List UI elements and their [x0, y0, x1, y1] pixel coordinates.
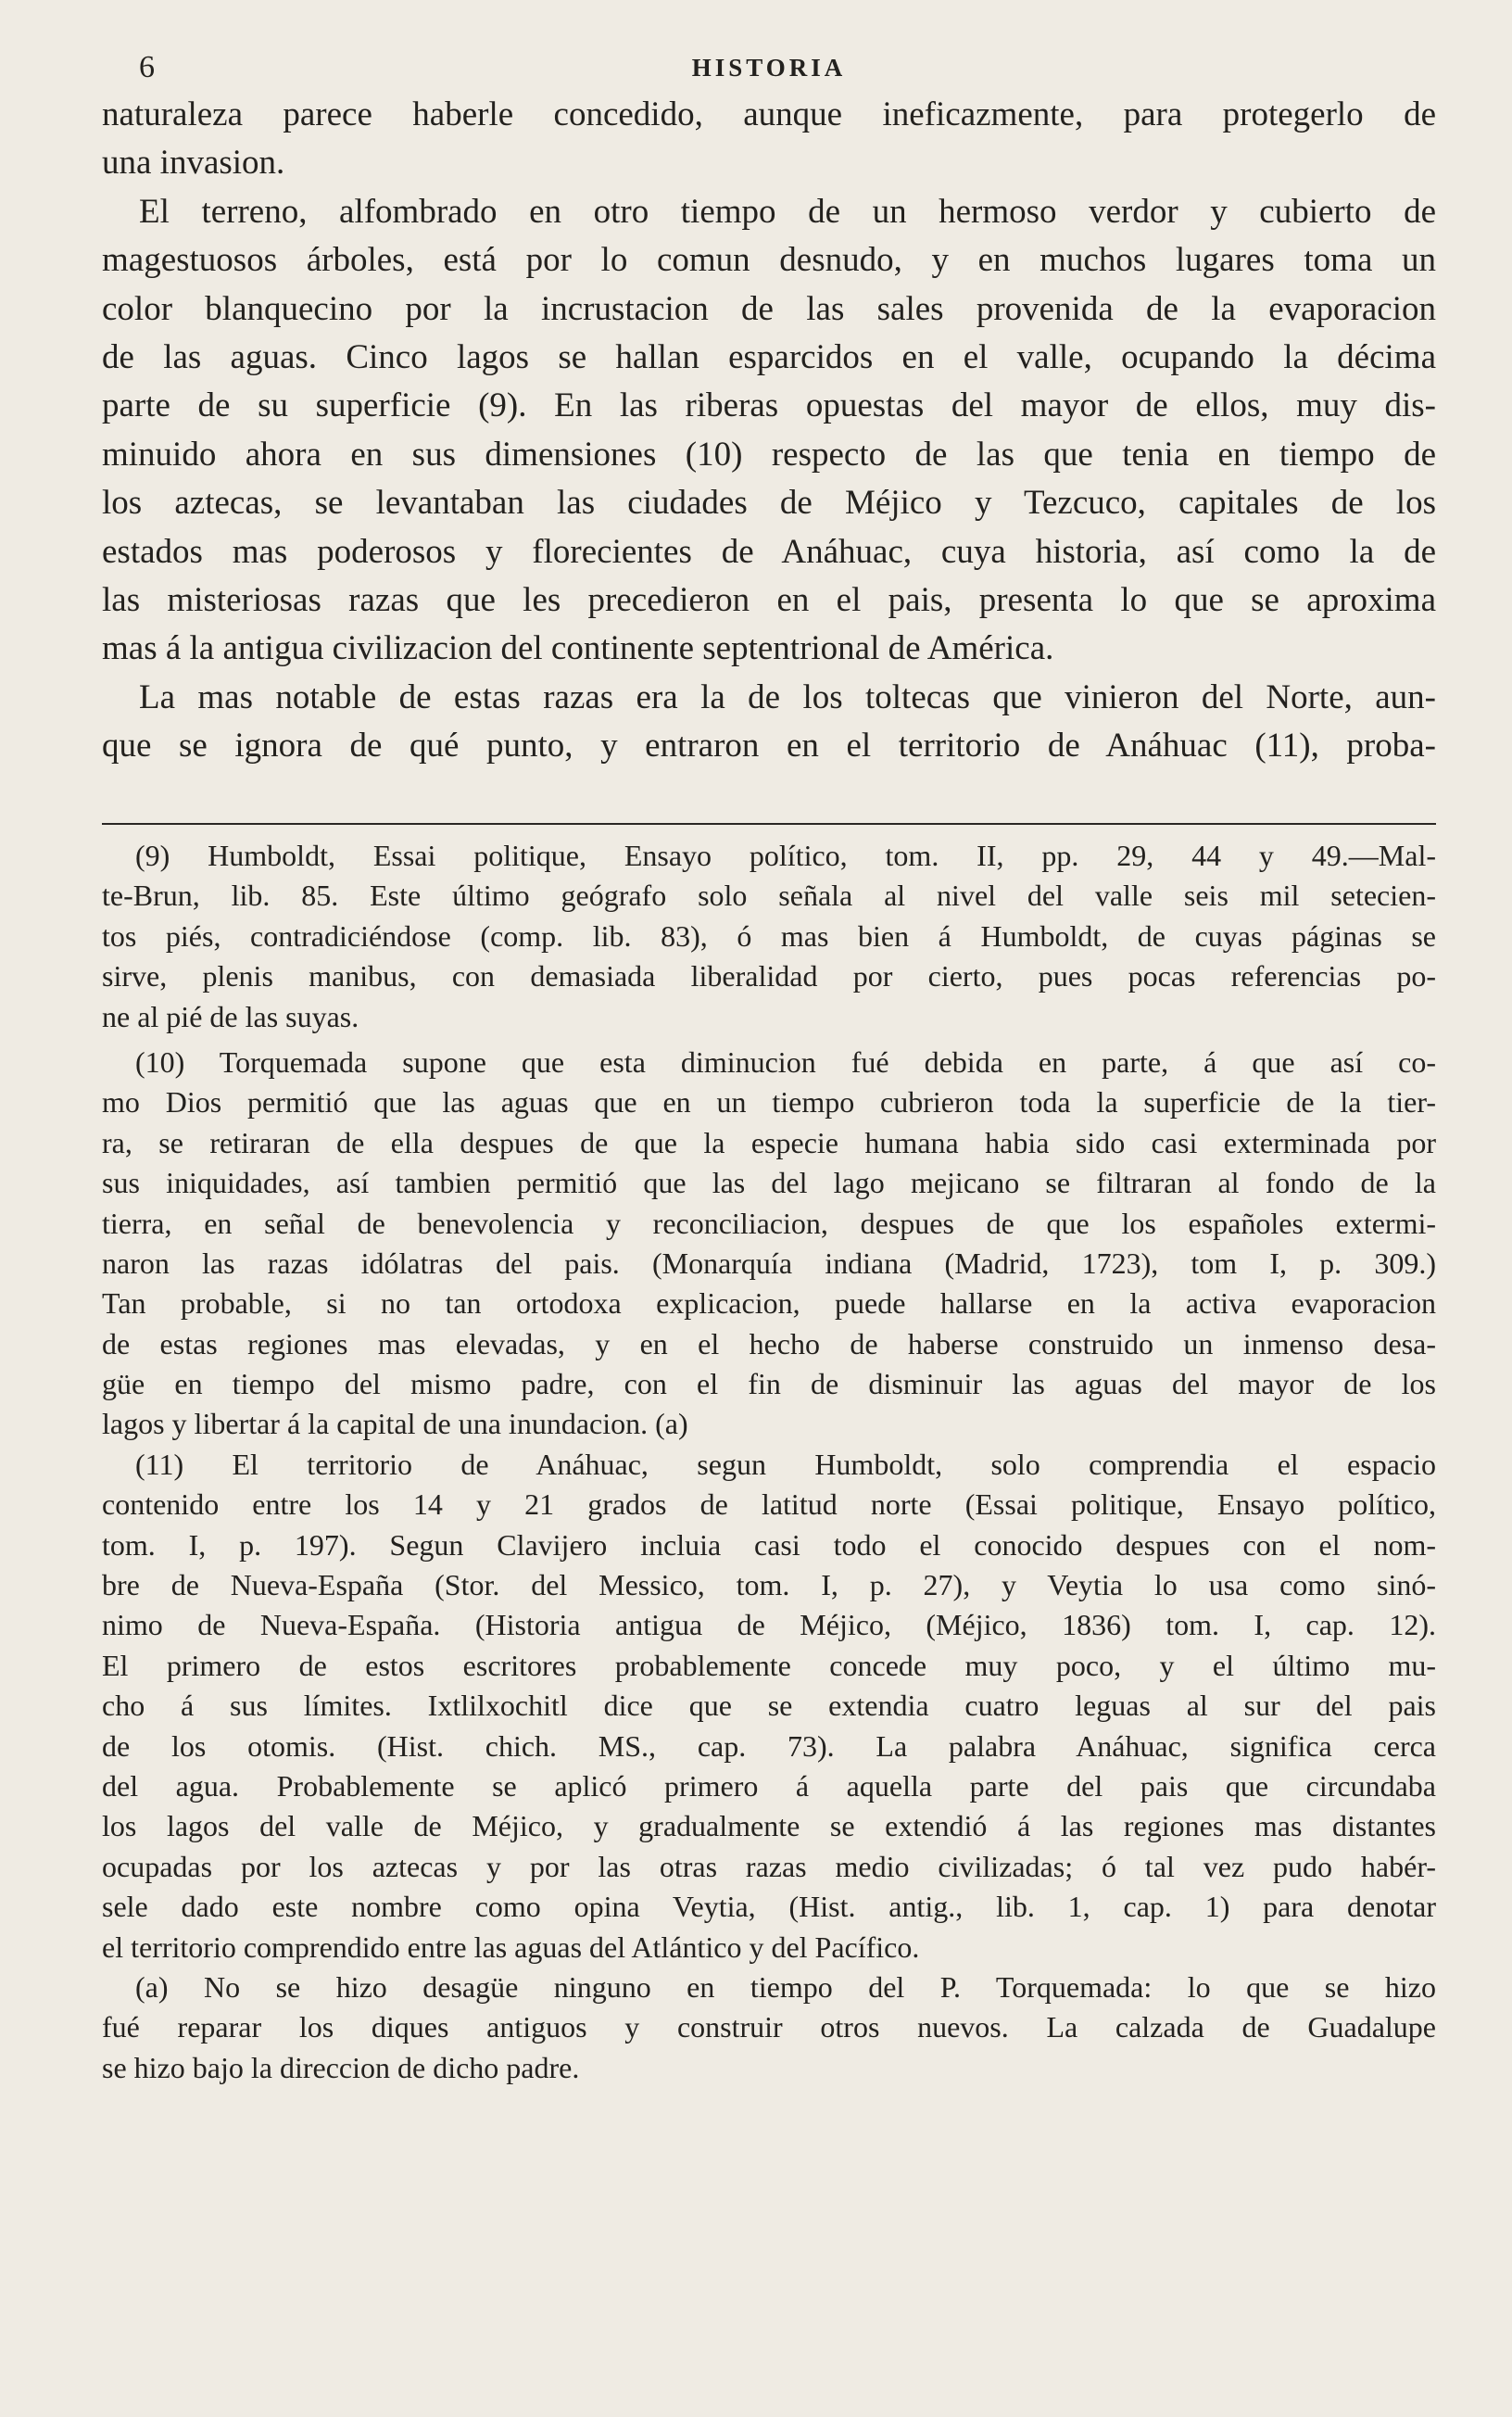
footnote-line: nimo de Nueva-España. (Historia antigua de Méjico, (Méjico, 1836) tom. I, cap. 12). — [102, 1608, 1436, 1642]
footnote-line: ra, se retiraran de ella despues de que la especie humana habia sido casi exterminada por — [102, 1125, 1436, 1159]
text-line: El terreno, alfombrado en otro tiempo de un hermoso verdor y cubierto de — [139, 192, 1436, 231]
footnote-line: del agua. Probablemente se aplicó primero á aquella parte del pais que circundaba — [102, 1768, 1436, 1803]
text-line: estados mas poderosos y florecientes de Anáhuac, cuya historia, así como la de — [102, 532, 1436, 571]
footnote-line: (11) El territorio de Anáhuac, segun Humboldt, solo comprendia el espacio — [135, 1447, 1436, 1481]
footnote-line: sirve, plenis manibus, con demasiada liberalidad por cierto, pues pocas referencias po- — [102, 959, 1436, 993]
footnote-line: de los otomis. (Hist. chich. MS., cap. 73). La palabra Anáhuac, significa cerca — [102, 1728, 1436, 1763]
footnote-line: contenido entre los 14 y 21 grados de latitud norte (Essai politique, Ensayo político, — [102, 1487, 1436, 1522]
footnote-line: (9) Humboldt, Essai politique, Ensayo político, tom. II, pp. 29, 44 y 49.—Mal- — [135, 839, 1436, 872]
text-line: La mas notable de estas razas era la de los toltecas que vinieron del Norte, aun- — [139, 677, 1436, 716]
footnote-line: de estas regiones mas elevadas, y en el hecho de haberse construido un inmenso desa- — [102, 1326, 1436, 1360]
text-line: magestuosos árboles, está por lo comun desnudo, y en muchos lugares toma un — [102, 241, 1436, 280]
text-line: naturaleza parece haberle concedido, aunque ineficazmente, para protegerlo de — [102, 95, 1436, 133]
text-line: los aztecas, se levantaban las ciudades de Méjico y Tezcuco, capitales de los — [102, 484, 1436, 523]
footnote-line: Tan probable, si no tan ortodoxa explicacion, puede hallarse en la activa evaporacion — [102, 1286, 1436, 1321]
text-line: mas á la antigua civilizacion del continente septentrional de América. — [102, 629, 1054, 668]
footnote-line: tierra, en señal de benevolencia y reconciliacion, despues de que los españoles extermi- — [102, 1206, 1436, 1240]
footnote-line: sus iniquidades, así tambien permitió que las del lago mejicano se filtraran al fondo de la — [102, 1166, 1436, 1200]
footnote-line: tom. I, p. 197). Segun Clavijero incluia casi todo el conocido despues con el nom- — [102, 1527, 1436, 1562]
footnote-line: se hizo bajo la direccion de dicho padre. — [102, 2050, 580, 2084]
footnote-line: mo Dios permitió que las aguas que en un tiempo cubrieron toda la superficie de la tier- — [102, 1085, 1436, 1120]
footnote-line: los lagos del valle de Méjico, y gradualmente se extendió á las regiones mas distantes — [102, 1809, 1436, 1843]
footnote-line: sele dado este nombre como opina Veytia, (Hist. antig., lib. 1, cap. 1) para denotar — [102, 1890, 1436, 1924]
footnote-line: güe en tiempo del mismo padre, con el fin de disminuir las aguas del mayor de los — [102, 1367, 1436, 1401]
text-line: las misteriosas razas que les precedieron en el pais, presenta lo que se aproxima — [102, 580, 1436, 619]
page-number: 6 — [139, 50, 155, 84]
text-line: color blanquecino por la incrustacion de las sales provenida de la evaporacion — [102, 289, 1436, 328]
running-head: HISTORIA — [691, 54, 847, 82]
text-line: parte de su superficie (9). En las riberas opuestas del mayor de ellos, muy dis- — [102, 386, 1436, 425]
footnote-line: bre de Nueva-España (Stor. del Messico, tom. I, p. 27), y Veytia lo usa como sinó- — [102, 1568, 1436, 1602]
footnote-line: fué reparar los diques antiguos y construir otros nuevos. La calzada de Guadalupe — [102, 2010, 1436, 2044]
footnote-line: cho á sus límites. Ixtlilxochitl dice que se extendia cuatro leguas al sur del pais — [102, 1689, 1436, 1723]
footnote-rule — [102, 823, 1436, 825]
text-line: minuido ahora en sus dimensiones (10) respecto de las que tenia en tiempo de — [102, 435, 1436, 474]
footnote-line: El primero de estos escritores probablemente concede muy poco, y el último mu- — [102, 1648, 1436, 1682]
footnote-line: ocupadas por los aztecas y por las otras razas medio civilizadas; ó tal vez pudo habér- — [102, 1849, 1436, 1883]
footnote-line: el territorio comprendido entre las aguas del Atlántico y del Pacífico. — [102, 1930, 920, 1964]
page-header — [102, 44, 1436, 91]
footnote-line: lagos y libertar á la capital de una inundacion. (a) — [102, 1407, 688, 1441]
footnotes — [102, 836, 1436, 2088]
footnote-line: naron las razas idólatras del pais. (Monarquía indiana (Madrid, 1723), tom I, p. 309.) — [102, 1246, 1436, 1280]
text-line: de las aguas. Cinco lagos se hallan esparcidos en el valle, ocupando la décima — [102, 337, 1436, 376]
footnote-line: te-Brun, lib. 85. Este último geógrafo solo señala al nivel del valle seis mil setecien- — [102, 879, 1436, 913]
footnote-line: (10) Torquemada supone que esta diminucion fué debida en parte, á que así co- — [135, 1044, 1436, 1079]
footnote-line: tos piés, contradiciéndose (comp. lib. 83), ó mas bien á Humboldt, de cuyas páginas se — [102, 918, 1436, 953]
text-line: que se ignora de qué punto, y entraron en el territorio de Anáhuac (11), proba- — [102, 727, 1436, 766]
main-text — [102, 91, 1436, 770]
footnote-line: (a) No se hizo desagüe ninguno en tiempo del P. Torquemada: lo que se hizo — [135, 1969, 1436, 2004]
text-line: una invasion. — [102, 144, 285, 183]
footnote-line: ne al pié de las suyas. — [102, 999, 359, 1033]
